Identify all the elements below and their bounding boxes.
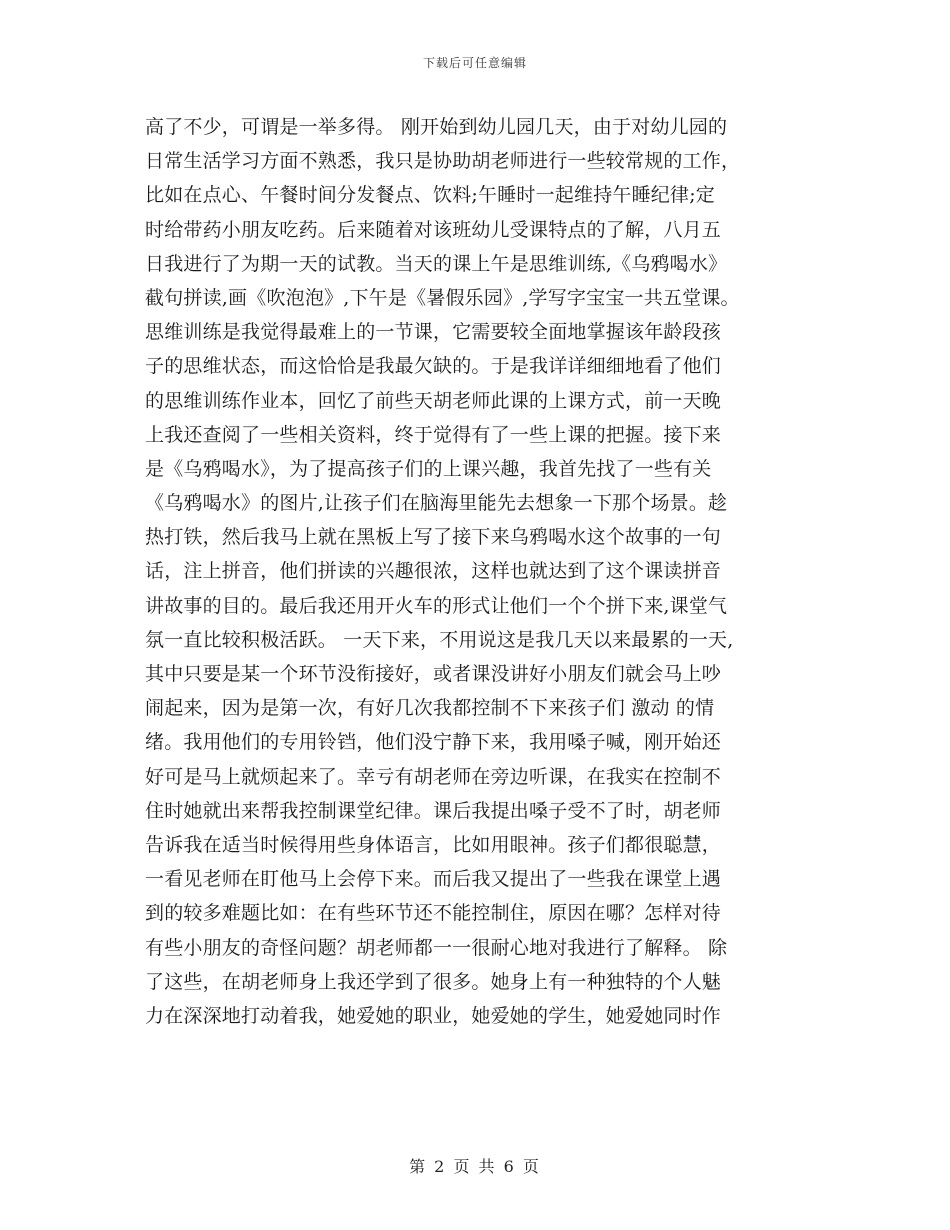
text-line: 是《乌鸦喝水》，为了提高孩子们的上课兴趣，我首先找了一些有关: [145, 457, 712, 480]
text-line: 到的较多难题比如：在有些环节还不能控制住，原因在哪？怎样对待: [145, 902, 722, 925]
text-line: 氛一直比较积极活跃。 一天下来，不用说这是我几天以来最累的一天,: [145, 628, 734, 651]
text-line: 力在深深地打动着我，她爱她的职业，她爱她的学生，她爱她同时作: [145, 1004, 722, 1027]
text-line: 思维训练是我觉得最难上的一节课，它需要较全面地掌握该年龄段孩: [145, 321, 722, 344]
text-line: 子的思维状态，而这恰恰是我最欠缺的。于是我详详细细地看了他们: [145, 355, 722, 378]
text-line: 有些小朋友的奇怪问题？胡老师都一一很耐心地对我进行了解释。 除: [145, 936, 728, 959]
text-line: 《乌鸦喝水》的图片,让孩子们在脑海里能先去想象一下那个场景。趁: [145, 492, 728, 515]
text-line: 其中只要是某一个环节没衔接好，或者课没讲好小朋友们就会马上吵: [145, 663, 722, 685]
text-line: 住时她就出来帮我控制课堂纪律。课后我提出嗓子受不了时，胡老师: [145, 799, 722, 822]
text-line: 了这些，在胡老师身上我还学到了很多。她身上有一种独特的个人魅: [145, 970, 722, 993]
text-line: 日我进行了为期一天的试教。当天的课上午是思维训练,《乌鸦喝水》: [145, 252, 728, 275]
text-line: 的思维训练作业本，回忆了前些天胡老师此课的上课方式，前一天晚: [145, 389, 722, 412]
text-line: 上我还查阅了一些相关资料，终于觉得有了一些上课的把握。接下来: [145, 423, 722, 446]
text-line: 比如在点心、午餐时间分发餐点、饮料;午睡时一起维持午睡纪律;定: [145, 184, 716, 207]
text-line: 热打铁，然后我马上就在黑板上写了接下来乌鸦喝水这个故事的一句: [145, 526, 722, 549]
document-body: [145, 110, 825, 1033]
text-line: 讲故事的目的。最后我还用开火车的形式让他们一个个拼下来,课堂气: [145, 594, 728, 617]
text-line: 好可是马上就烦起来了。幸亏有胡老师在旁边听课，在我实在控制不: [145, 765, 722, 788]
page-number-footer: 第 2 页 共 6 页: [409, 1157, 541, 1176]
page-header: 下载后可任意编辑: [422, 56, 527, 70]
text-line: 一看见老师在盯他马上会停下来。而后我又提出了一些我在课堂上遇: [145, 868, 722, 891]
text-line: 时给带药小朋友吃药。后来随着对该班幼儿受课特点的了解，八月五: [145, 218, 722, 241]
text-line: 截句拼读,画《吹泡泡》,下午是《暑假乐园》,学写字宝宝一共五堂课。: [145, 286, 740, 309]
text-line: 告诉我在适当时候得用些身体语言，比如用眼神。孩子们都很聪慧，: [145, 833, 722, 856]
text-line: 高了不少，可谓是一举多得。 刚开始到幼儿园几天，由于对幼儿园的: [145, 116, 728, 138]
text-line: 话，注上拼音，他们拼读的兴趣很浓，这样也就达到了这个课读拼音: [145, 560, 722, 583]
text-line: 闹起来，因为是第一次，有好几次我都控制不下来孩子们 激动 的情: [145, 697, 715, 720]
text-line: 日常生活学习方面不熟悉，我只是协助胡老师进行一些较常规的工作，: [145, 150, 741, 173]
text-line: 绪。我用他们的专用铃铛，他们没宁静下来，我用嗓子喊，刚开始还: [145, 731, 722, 754]
